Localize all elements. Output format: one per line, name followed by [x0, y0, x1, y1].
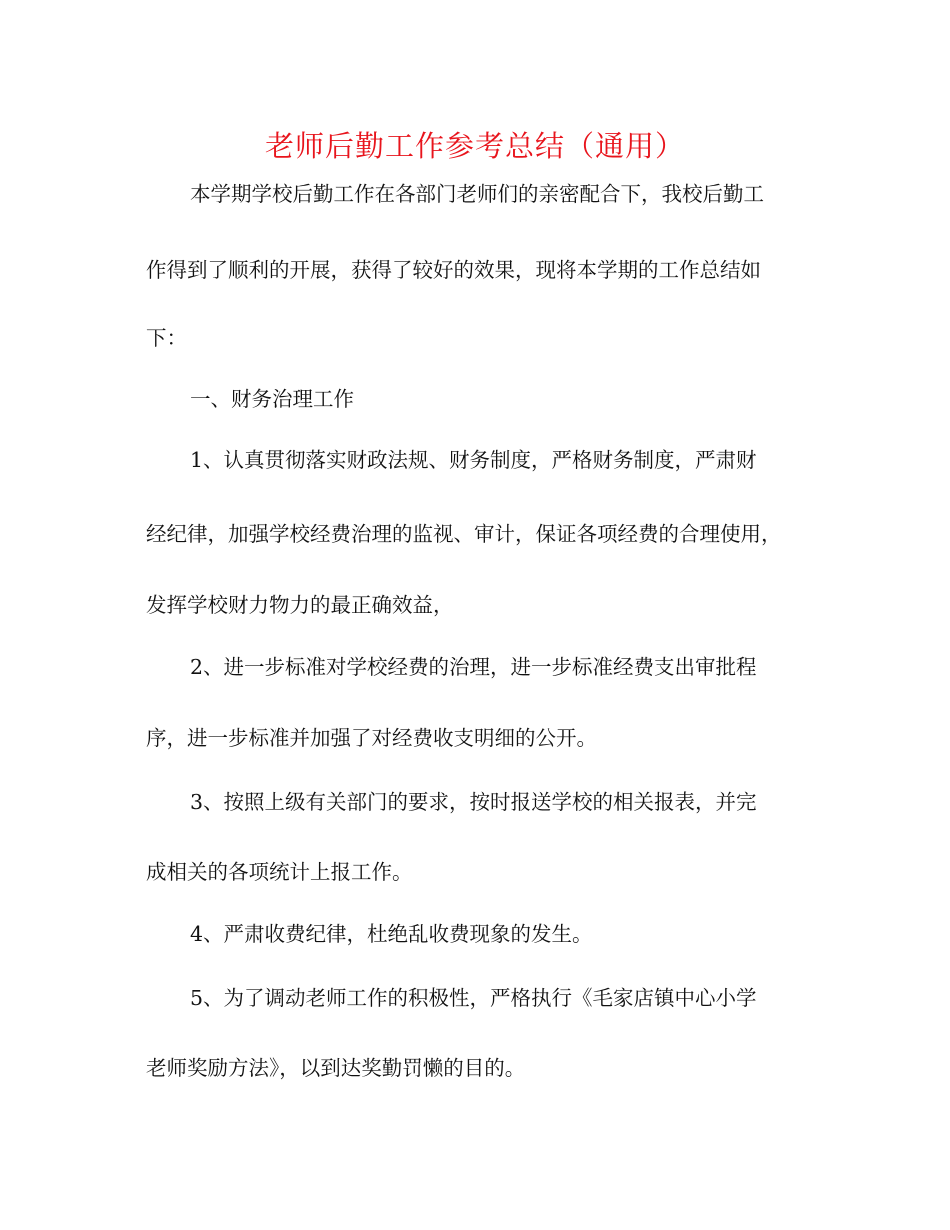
item-5-line-2: 老师奖励方法》，以到达奖勤罚懒的目的。 — [146, 1056, 526, 1080]
item-2-line-2: 序，进一步标准并加强了对经费收支明细的公开。 — [146, 726, 597, 750]
item-1-line-3: 发挥学校财力物力的最正确效益， — [146, 593, 454, 617]
item-1-line-2: 经纪律，加强学校经费治理的监视、审计，保证各项经费的合理使用， — [146, 522, 782, 546]
item-3-line-2: 成相关的各项统计上报工作。 — [146, 860, 413, 884]
item-5-line-1: 5、为了调动老师工作的积极性，严格执行《毛家店镇中心小学 — [190, 986, 757, 1010]
item-1-line-1: 1、认真贯彻落实财政法规、财务制度，严格财务制度，严肃财 — [190, 448, 757, 472]
intro-line-2: 作得到了顺利的开展，获得了较好的效果，现将本学期的工作总结如 — [146, 258, 761, 282]
intro-line-1: 本学期学校后勤工作在各部门老师们的亲密配合下，我校后勤工 — [190, 182, 764, 206]
document-title: 老师后勤工作参考总结（通用） — [264, 129, 685, 163]
intro-line-3: 下： — [146, 326, 187, 350]
section-heading-finance: 一、财务治理工作 — [190, 387, 354, 411]
item-3-line-1: 3、按照上级有关部门的要求，按时报送学校的相关报表，并完 — [190, 790, 757, 814]
item-4-line-1: 4、严肃收费纪律，杜绝乱收费现象的发生。 — [190, 922, 593, 946]
item-2-line-1: 2、进一步标准对学校经费的治理，进一步标准经费支出审批程 — [190, 655, 757, 679]
